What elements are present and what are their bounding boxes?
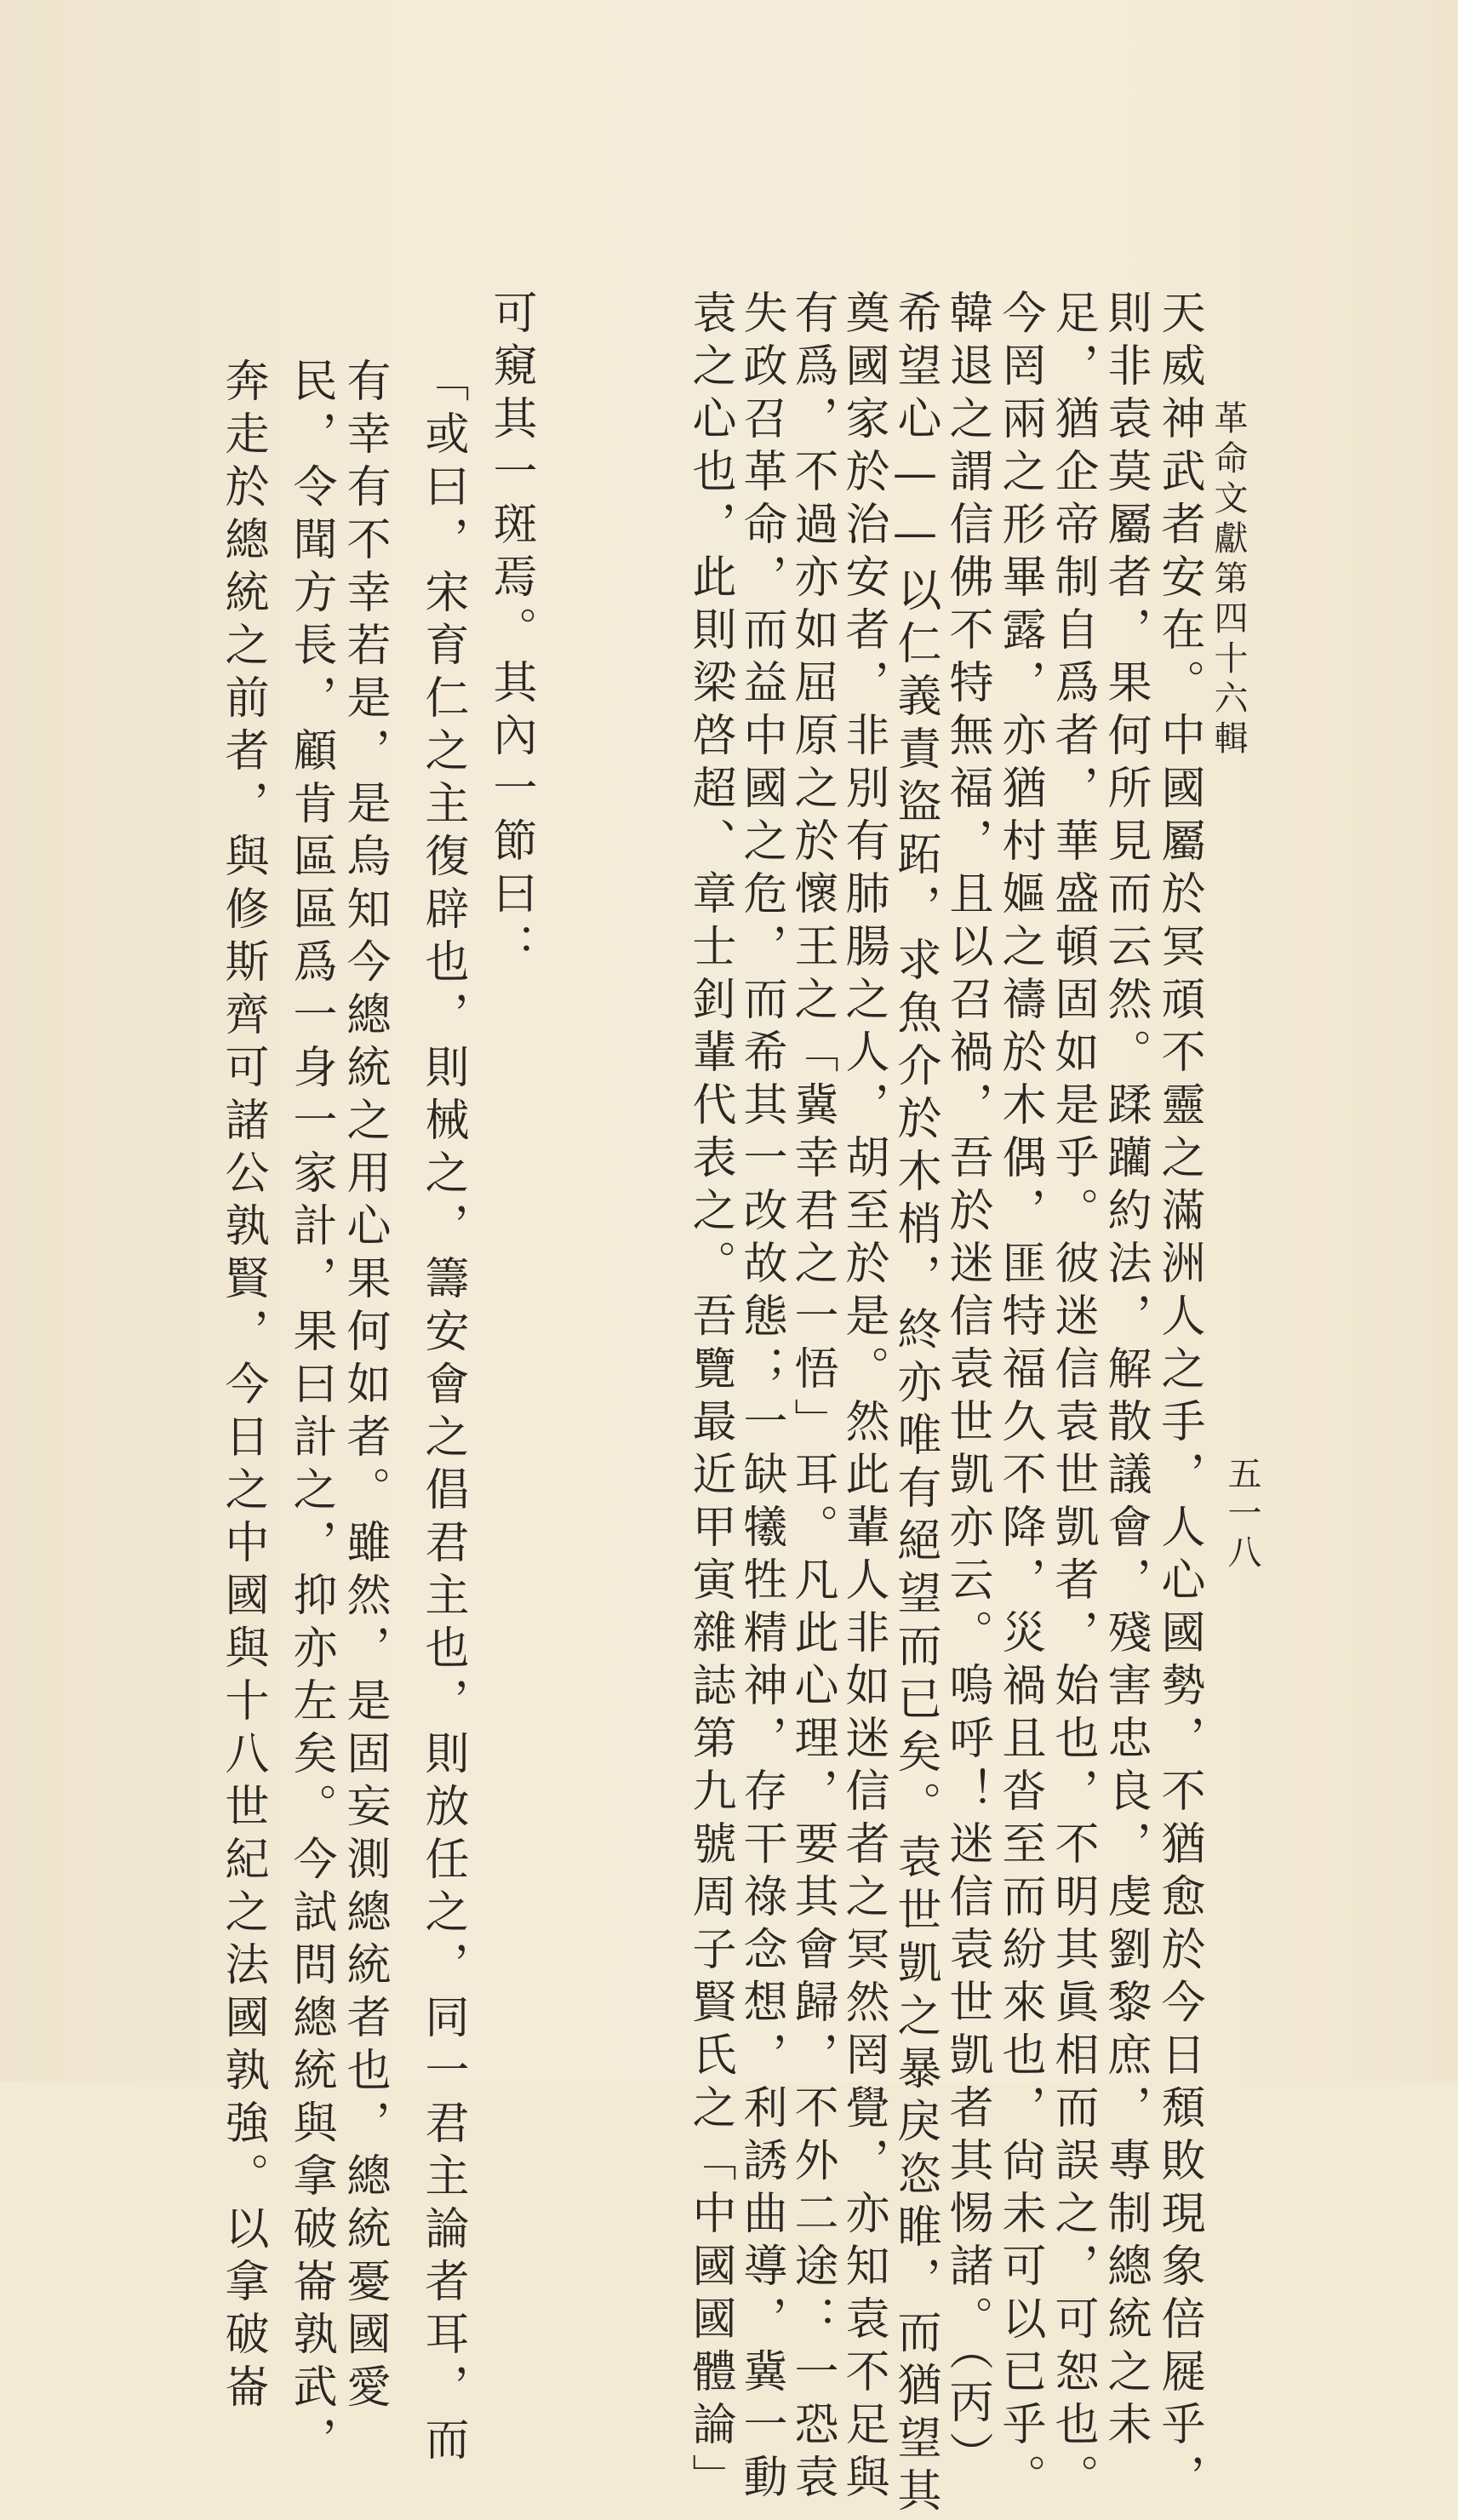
text-column-10: 袁之心也，此則梁啓超、章士釗輩代表之。吾覽最近甲寅雜誌第九號周子賢氏之「中國國體論」 bbox=[684, 289, 735, 2506]
text-column-6: 希望心——以仁義責盜跖，求魚介於木梢，終亦唯有絕望而已矣。袁世凱之暴戾恣睢，而猶望其 bbox=[889, 289, 941, 2520]
quote-column-4: 奔走於總統之前者，與修斯齊可諸公孰賢，今日之中國與十八世紀之法國孰強。以拿破崙 bbox=[217, 358, 268, 2416]
quote-column-2: 有幸有不幸若是，是烏知今總統之用心果何如者。雖然，是固妄測總統者也，總統憂國愛 bbox=[339, 358, 390, 2416]
quote-column-3: 民，令聞方長，顧肯區區爲一身一家計，果曰計之，抑亦左矣。今試問總統與拿破崙孰武， bbox=[285, 358, 336, 2469]
text-column-7: 奠國家於治安者，非別有肺腸之人，胡至於是。然此輩人非如迷信者之冥然罔覺，亦知袁不足與 bbox=[838, 289, 889, 2506]
text-column-8: 有爲，不過亦如屈原之於懷王之「冀幸君之一悟」耳。凡此心理，要其會歸，不外二途：一恐袁 bbox=[786, 289, 838, 2506]
text-column-9: 失政召革命，而益中國之危，而希其一改故態；一缺犧牲精神，存干祿念想，利誘曲導，冀一動 bbox=[735, 289, 786, 2506]
text-column-5: 韓退之謂信佛不特無福，且以召禍，吾於迷信袁世凱亦云。嗚呼！迷信袁世凱者其惕諸。（丙） bbox=[941, 289, 992, 2484]
text-column-1: 天威神武者安在。中國屬於冥頑不靈之滿洲人之手，人心國勢，不猶愈於今日頹敗現象倍屣乎， bbox=[1153, 289, 1204, 2506]
text-column-2: 則非袁莫屬者，果何所見而云然。蹂躪約法，解散議會，殘害忠良，虔劉黎庶，專制總統之未 bbox=[1100, 289, 1151, 2454]
text-column-3: 足，猶企帝制自爲者，華盛頓固如是乎。彼迷信袁世凱者，始也，不明其眞相而誤之，可恕也。 bbox=[1047, 289, 1098, 2506]
running-header-book-title: 革命文獻第四十六輯 bbox=[1209, 400, 1248, 760]
page-number: 五一八 bbox=[1222, 1456, 1261, 1573]
text-column-4: 今罔兩之形畢露，亦猶村嫗之禱於木偶，匪特福久不降，災禍且沓至而紛來也，尙未可以已乎。 bbox=[994, 289, 1045, 2506]
text-column-11: 可窺其一斑焉。其內一節曰： bbox=[485, 289, 536, 976]
quote-column-1: 「或曰，宋育仁之主復辟也，則械之，籌安會之倡君主也，則放任之，同一君主論者耳，而 bbox=[417, 358, 468, 2469]
